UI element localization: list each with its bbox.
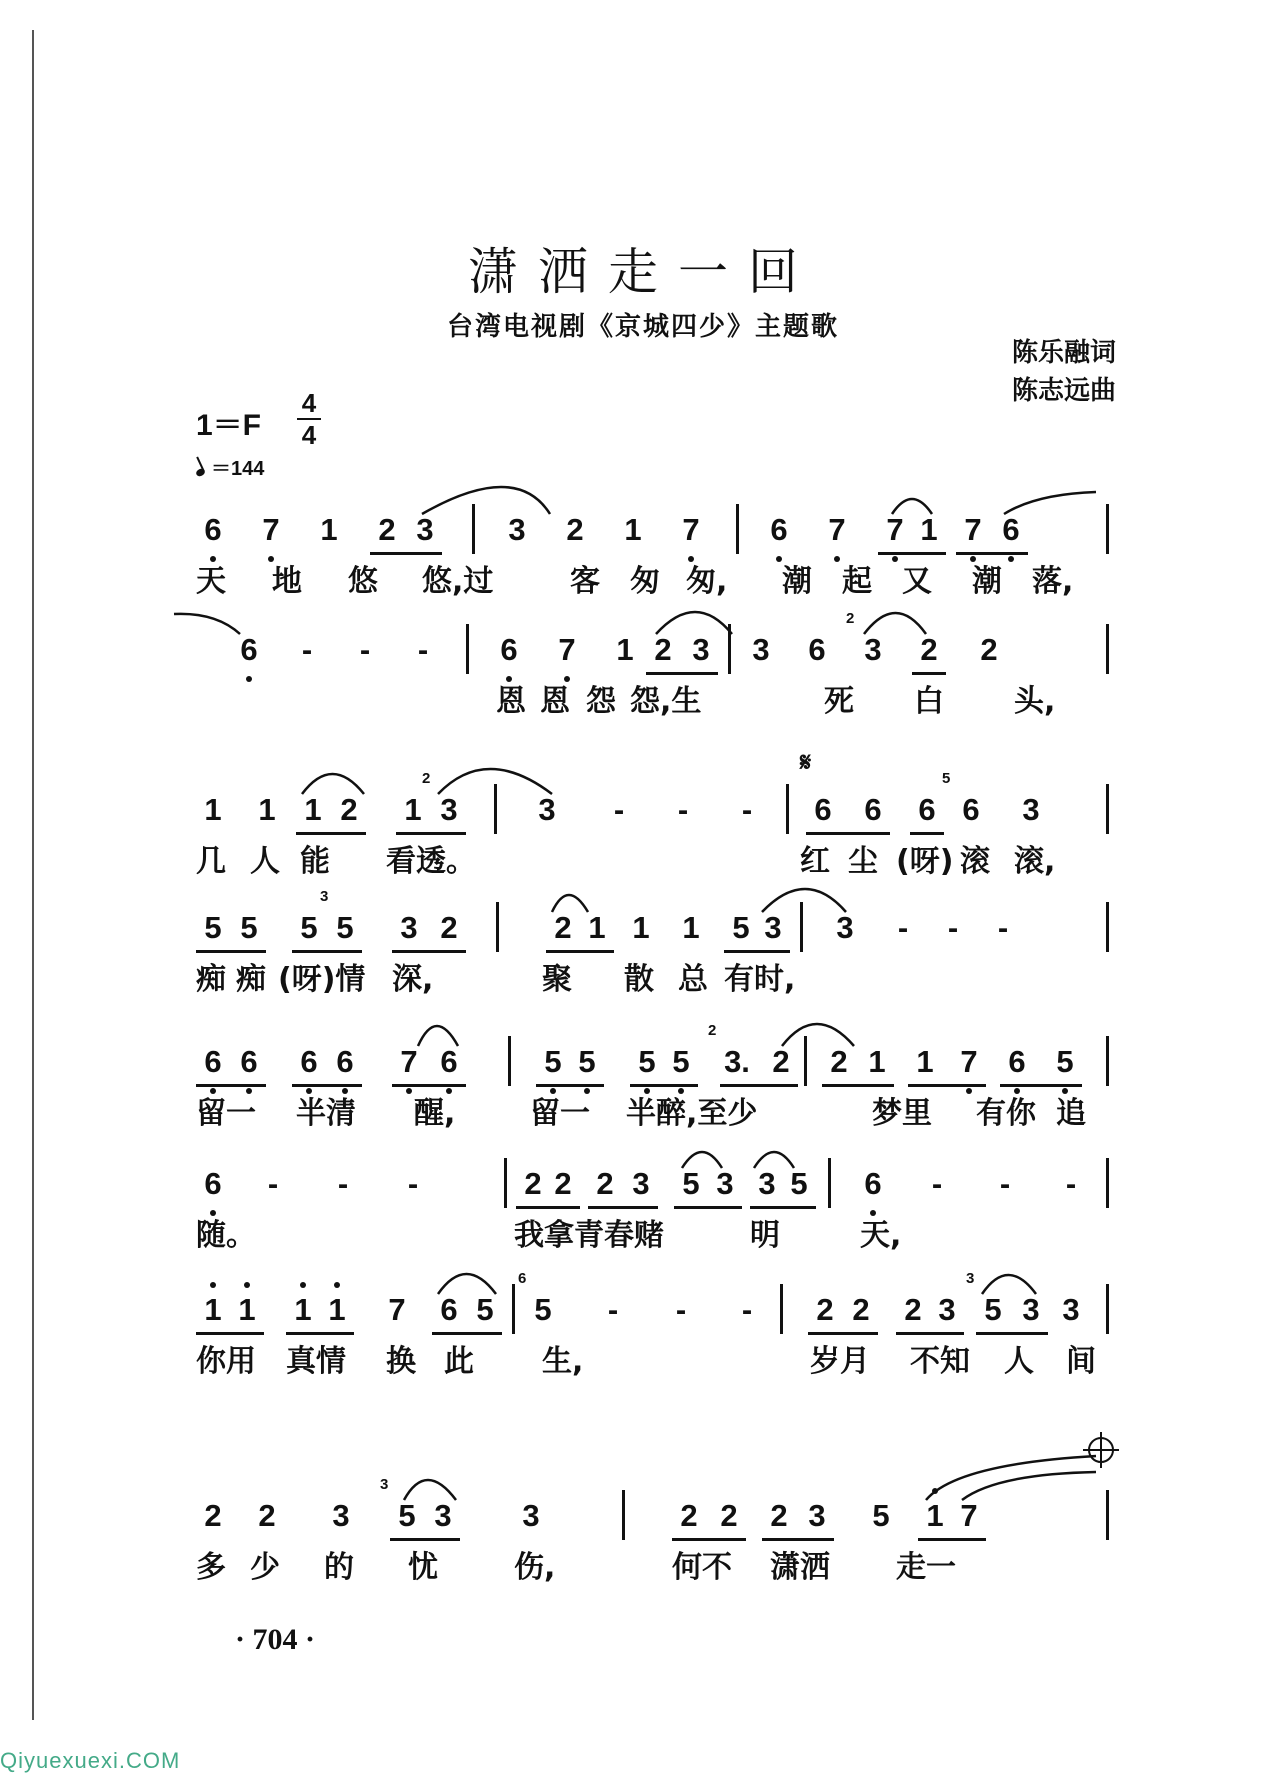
score-row-4 — [196, 888, 1116, 1028]
note: 5 — [336, 910, 354, 945]
note: 5 — [240, 910, 258, 945]
lyric: 真情 — [286, 1344, 346, 1379]
note: 2 — [378, 512, 396, 547]
lyric: 匆, — [686, 564, 728, 599]
note: 2 — [770, 1498, 788, 1533]
time-bottom: 4 — [301, 420, 317, 450]
note: 2 — [720, 1498, 738, 1533]
lyric: 尘 — [848, 844, 878, 879]
lyric: 生, — [542, 1344, 584, 1379]
coda-icon — [1088, 1437, 1114, 1463]
note: 5 — [638, 1044, 656, 1079]
note: 6 — [864, 792, 882, 827]
high-octave-dot — [300, 1282, 306, 1288]
lyric: 走一 — [896, 1550, 956, 1585]
note: 6 — [962, 792, 980, 827]
lyric: 不知 — [910, 1344, 970, 1379]
lyric: 天, — [860, 1218, 902, 1253]
grace-note: 2 — [708, 1022, 717, 1039]
lyric: 起 — [842, 564, 872, 599]
time-top: 4 — [301, 388, 317, 418]
note: 2 — [680, 1498, 698, 1533]
note: 2 — [440, 910, 458, 945]
note: 5 — [398, 1498, 416, 1533]
score-row-2 — [196, 610, 1116, 750]
slur-arcs — [196, 1042, 1116, 1102]
note: - — [931, 1166, 943, 1201]
lyric: 痴 — [236, 962, 266, 997]
note: 6 — [240, 632, 258, 667]
lyric: 半醉,至少 — [626, 1096, 758, 1131]
note: 2 — [772, 1044, 790, 1079]
note: 2 — [920, 632, 938, 667]
lyric: 我拿青春赌 — [514, 1218, 664, 1253]
lyric: 何不 — [672, 1550, 732, 1585]
note: 2 — [554, 910, 572, 945]
note: 1 — [916, 1044, 934, 1079]
note: 5 — [872, 1498, 890, 1533]
note: 5 — [300, 910, 318, 945]
note: 6 — [500, 632, 518, 667]
lyric: 少 — [250, 1550, 280, 1585]
lyric: 悠 — [348, 564, 378, 599]
slur-arcs — [196, 1290, 1116, 1350]
lyric: 明 — [750, 1218, 780, 1253]
lyric: 换 — [386, 1344, 416, 1379]
lyric: 匆 — [630, 564, 660, 599]
note: 3 — [752, 632, 770, 667]
note: 2 — [904, 1292, 922, 1327]
note: 7 — [964, 512, 982, 547]
lyric: 聚 — [542, 962, 572, 997]
score-row-5 — [196, 1022, 1116, 1162]
note: 5 — [984, 1292, 1002, 1327]
high-octave-dot — [244, 1282, 250, 1288]
note: - — [417, 632, 429, 667]
note: 7 — [558, 632, 576, 667]
note: 1 — [682, 910, 700, 945]
lyric: 死 — [824, 684, 854, 719]
key-signature: 1＝F — [196, 409, 262, 442]
note: 3 — [332, 1498, 350, 1533]
note: 5 — [732, 910, 750, 945]
grace-note: 2 — [846, 610, 855, 627]
lyric: 有时, — [724, 962, 796, 997]
lyric: 白 — [914, 684, 944, 719]
quarter-note-icon — [195, 467, 206, 477]
lyric: 追 — [1056, 1096, 1086, 1131]
note: - — [359, 632, 371, 667]
note: 2 — [654, 632, 672, 667]
note: - — [613, 792, 625, 827]
note: - — [337, 1166, 349, 1201]
score-row-3 — [196, 770, 1116, 910]
note: 6 — [864, 1166, 882, 1201]
note: 7 — [828, 512, 846, 547]
note: 7 — [960, 1044, 978, 1079]
lyric: 能 — [300, 844, 330, 879]
note: 7 — [960, 1498, 978, 1533]
note: 2 — [524, 1166, 542, 1201]
note: 7 — [400, 1044, 418, 1079]
note: - — [407, 1166, 419, 1201]
lyric: 怨 — [586, 684, 616, 719]
note: - — [675, 1292, 687, 1327]
lyric: 留一 — [530, 1096, 590, 1131]
tempo-value: ＝144 — [211, 458, 265, 480]
note: 1 — [320, 512, 338, 547]
lyric: 总 — [678, 962, 708, 997]
note: - — [301, 632, 313, 667]
score-row-7 — [196, 1270, 1116, 1410]
lyric: 潮 — [782, 564, 812, 599]
lyric: 散 — [624, 962, 654, 997]
note: 1 — [238, 1292, 256, 1327]
lyric: (呀) — [896, 844, 954, 879]
slur-arcs — [196, 1164, 1116, 1224]
note: 5 — [1056, 1044, 1074, 1079]
lyric: 滚, — [1014, 844, 1056, 879]
lyric: 红 — [800, 844, 830, 879]
tempo-marking — [196, 452, 264, 481]
note: 3 — [632, 1166, 650, 1201]
note: 7 — [886, 512, 904, 547]
note: 3 — [836, 910, 854, 945]
note: - — [267, 1166, 279, 1201]
lyric: 怨,生 — [630, 684, 702, 719]
lyric: 几 — [196, 844, 226, 879]
note: 3 — [808, 1498, 826, 1533]
note: 1 — [616, 632, 634, 667]
slur-arcs — [196, 510, 1116, 570]
lyric: 间 — [1066, 1344, 1096, 1379]
slur-arcs — [196, 630, 1116, 690]
note: 7 — [388, 1292, 406, 1327]
grace-note: 5 — [942, 770, 951, 787]
note: 5 — [544, 1044, 562, 1079]
lyric: 醒, — [414, 1096, 456, 1131]
lyric: 人 — [250, 844, 280, 879]
song-title: 潇洒走一回 — [468, 243, 818, 301]
note: 3 — [1022, 1292, 1040, 1327]
note: 5 — [672, 1044, 690, 1079]
note: 5 — [682, 1166, 700, 1201]
grace-note: 2 — [422, 770, 431, 787]
note: 3 — [400, 910, 418, 945]
lyric: 地 — [272, 564, 302, 599]
grace-note: 3 — [320, 888, 329, 905]
lyric: 又 — [902, 564, 932, 599]
note: 2 — [554, 1166, 572, 1201]
lyric: 留一 — [196, 1096, 256, 1131]
note: 3 — [522, 1498, 540, 1533]
note: 6 — [770, 512, 788, 547]
note: 1 — [920, 512, 938, 547]
note: - — [997, 910, 1009, 945]
slur-arcs — [196, 1496, 1116, 1556]
note: 6 — [1002, 512, 1020, 547]
note: 5 — [204, 910, 222, 945]
lyric: 客 — [570, 564, 600, 599]
note: 5 — [790, 1166, 808, 1201]
lyric: 悠,过 — [422, 564, 494, 599]
note: 1 — [868, 1044, 886, 1079]
lyric: 潮 — [972, 564, 1002, 599]
note: 6 — [918, 792, 936, 827]
note: 1 — [304, 792, 322, 827]
note: - — [897, 910, 909, 945]
lyric: 落, — [1032, 564, 1074, 599]
note: 7 — [682, 512, 700, 547]
note: 2 — [340, 792, 358, 827]
high-octave-dot — [334, 1282, 340, 1288]
note: 2 — [980, 632, 998, 667]
note: 3 — [1022, 792, 1040, 827]
grace-note: 3 — [966, 1270, 975, 1287]
high-octave-dot — [210, 1282, 216, 1288]
note: 6 — [440, 1044, 458, 1079]
note: 1 — [294, 1292, 312, 1327]
note: 6 — [204, 512, 222, 547]
slur-arcs — [196, 790, 1116, 850]
lyric: 梦里 — [872, 1096, 932, 1131]
note: 3 — [692, 632, 710, 667]
note: 1 — [204, 1292, 222, 1327]
lyric: 随。 — [196, 1218, 256, 1253]
score-row-6 — [196, 1164, 1116, 1284]
note: - — [741, 1292, 753, 1327]
lyric: 深, — [392, 962, 434, 997]
lyric: 人 — [1004, 1344, 1034, 1379]
note: 6 — [300, 1044, 318, 1079]
note: 1 — [258, 792, 276, 827]
song-subtitle: 台湾电视剧《京城四少》主题歌 — [446, 312, 839, 342]
note: - — [677, 792, 689, 827]
note: 5 — [476, 1292, 494, 1327]
lyric: 头, — [1014, 684, 1056, 719]
note: 5 — [578, 1044, 596, 1079]
note: 3 — [758, 1166, 776, 1201]
note: 6 — [1008, 1044, 1026, 1079]
note: 3 — [434, 1498, 452, 1533]
lyric: 潇洒 — [770, 1550, 830, 1585]
score-row-8 — [196, 1476, 1116, 1616]
lyric: (呀)情 — [278, 962, 366, 997]
note: 6 — [204, 1166, 222, 1201]
note: 1 — [632, 910, 650, 945]
note: 3 — [538, 792, 556, 827]
site-watermark: Qiyuexuexi.COM — [0, 1748, 181, 1773]
lyric: 恩 — [540, 684, 570, 719]
grace-note: 6 — [518, 1270, 527, 1287]
note: 6 — [808, 632, 826, 667]
lyricist-credit: 陈乐融词 — [1011, 338, 1116, 368]
note: - — [947, 910, 959, 945]
lyric: 岁月 — [810, 1344, 870, 1379]
score-row-1 — [196, 510, 1116, 630]
note: 6 — [336, 1044, 354, 1079]
lyric: 此 — [444, 1344, 474, 1379]
note: 3 — [440, 792, 458, 827]
note: 6 — [440, 1292, 458, 1327]
note: 2 — [566, 512, 584, 547]
note: 6 — [204, 1044, 222, 1079]
note: 3 — [1062, 1292, 1080, 1327]
note: 1 — [328, 1292, 346, 1327]
composer-credit: 陈志远曲 — [1011, 376, 1116, 406]
lyric: 有你 — [976, 1096, 1036, 1131]
segno-icon: 𝄋 — [800, 748, 812, 778]
lyric: 的 — [324, 1550, 354, 1585]
note: - — [999, 1166, 1011, 1201]
lyric: 天 — [196, 564, 226, 599]
lyric: 恩 — [496, 684, 526, 719]
note: 5 — [534, 1292, 552, 1327]
note: 3 — [764, 910, 782, 945]
lyric: 多 — [196, 1550, 226, 1585]
note: 1 — [404, 792, 422, 827]
note: 2 — [830, 1044, 848, 1079]
note: 6 — [814, 792, 832, 827]
note: 1 — [624, 512, 642, 547]
lyric: 忧 — [408, 1550, 438, 1585]
note: - — [741, 792, 753, 827]
lyric: 半清 — [296, 1096, 356, 1131]
note: 1 — [926, 1498, 944, 1533]
note: 3 — [508, 512, 526, 547]
lyric: 看透。 — [386, 844, 476, 879]
grace-note: 3 — [380, 1476, 389, 1493]
note: 3 — [864, 632, 882, 667]
slur-arcs — [196, 908, 1116, 968]
note: 1 — [588, 910, 606, 945]
lyric: 你用 — [196, 1344, 256, 1379]
note: 3 — [416, 512, 434, 547]
note: 1 — [204, 792, 222, 827]
note: 6 — [240, 1044, 258, 1079]
note: 2 — [816, 1292, 834, 1327]
note: - — [607, 1292, 619, 1327]
note: 3 — [716, 1166, 734, 1201]
lyric: 滚 — [960, 844, 990, 879]
note: 3. — [724, 1044, 750, 1079]
page-number: · 704 · — [235, 1623, 316, 1656]
note: 2 — [596, 1166, 614, 1201]
note: 7 — [262, 512, 280, 547]
note: - — [1065, 1166, 1077, 1201]
lyric: 伤, — [514, 1550, 556, 1585]
lyric: 痴 — [196, 962, 226, 997]
note: 2 — [852, 1292, 870, 1327]
note: 2 — [204, 1498, 222, 1533]
note: 2 — [258, 1498, 276, 1533]
time-signature — [297, 390, 321, 448]
note: 3 — [938, 1292, 956, 1327]
